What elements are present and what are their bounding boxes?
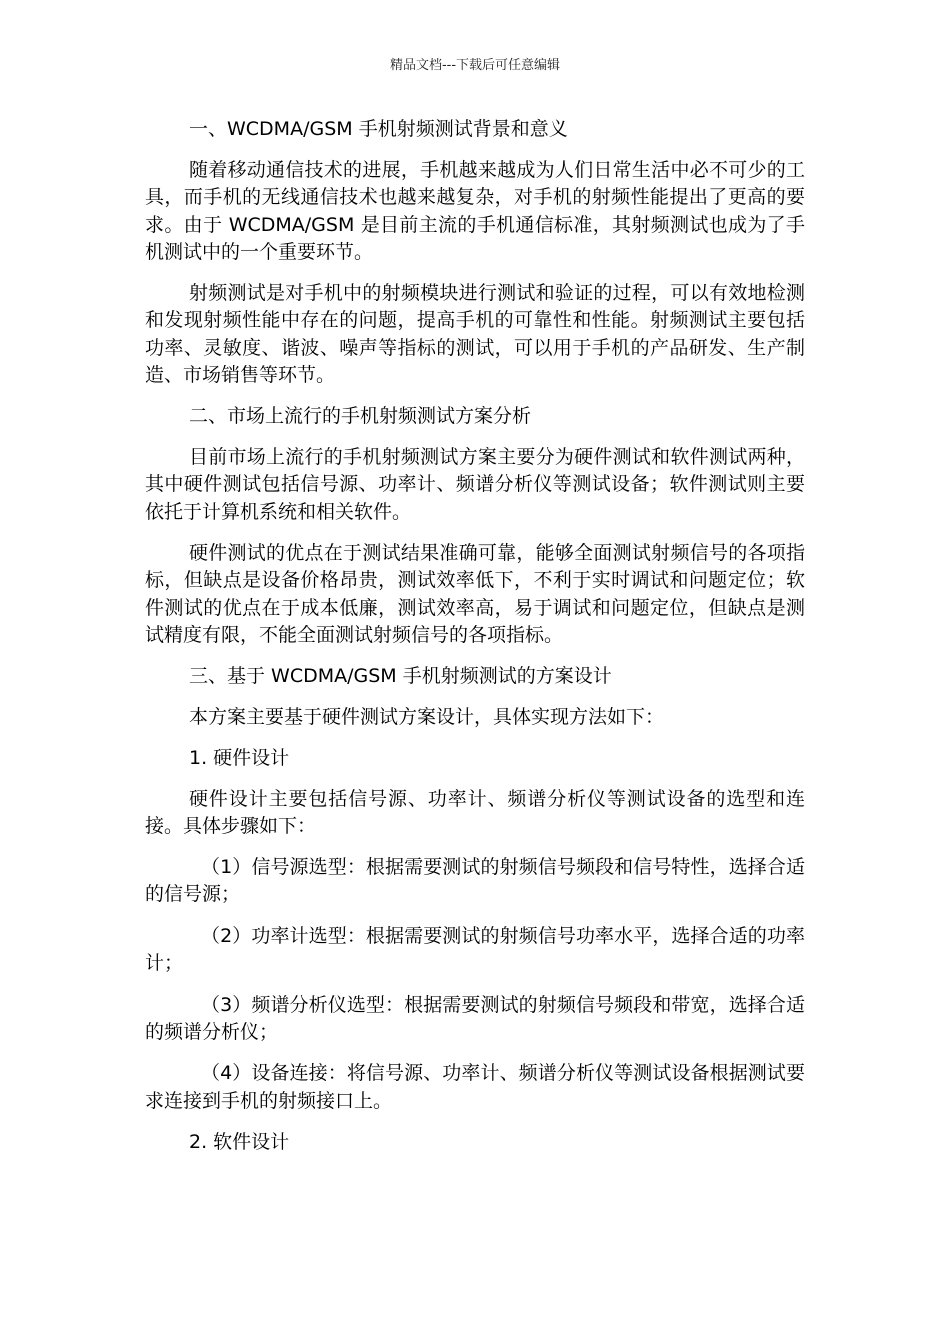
section-heading-3: 三、基于 WCDMA/GSM 手机射频测试的方案设计 (189, 664, 612, 687)
subsection-heading-hardware: 1. 硬件设计 (189, 746, 290, 769)
step-4: （4）设备连接：将信号源、功率计、频谱分析仪等测试设备根据测试要求连接到手机的射频接口上。 (145, 1062, 805, 1112)
step-1: （1）信号源选型：根据需要测试的射频信号频段和信号特性，选择合适的信号源； (145, 855, 805, 906)
paragraph-2: 射频测试是对手机中的射频模块进行测试和验证的过程，可以有效地检测和发现射频性能中存在的问题，提高手机的可靠性和性能。射频测试主要包括功率、灵敏度、谐波、噪声等指标的测试，可以用于手机的产品研发、生产制造、市场销售等环节。 (145, 282, 805, 387)
step-3: （3）频谱分析仪选型：根据需要测试的射频信号频段和带宽，选择合适的频谱分析仪； (145, 993, 805, 1043)
section-heading-1: 一、WCDMA/GSM 手机射频测试背景和意义 (189, 118, 568, 140)
paragraph-3: 目前市场上流行的手机射频测试方案主要分为硬件测试和软件测试两种，其中硬件测试包括信号源、功率计、频谱分析仪等测试设备；软件测试则主要依托于计算机系统和相关软件。 (145, 446, 805, 523)
step-2: （2）功率计选型：根据需要测试的射频信号功率水平，选择合适的功率计； (145, 924, 805, 975)
paragraph-1: 随着移动通信技术的进展，手机越来越成为人们日常生活中必不可少的工具，而手机的无线通信技术也越来越复杂，对手机的射频性能提出了更高的要求。由于 WCDMA/GSM 是目前主流的手机通信标准，其射频测试也成为了手机测试中的一个重要环节。 (145, 158, 805, 264)
section-heading-2: 二、市场上流行的手机射频测试方案分析 (189, 405, 532, 428)
paragraph-5: 本方案主要基于硬件测试方案设计，具体实现方法如下： (189, 705, 665, 728)
paragraph-4: 硬件测试的优点在于测试结果准确可靠，能够全面测试射频信号的各项指标，但缺点是设备价格昂贵，测试效率低下，不利于实时调试和问题定位；软件测试的优点在于成本低廉，测试效率高，易于调试和问题定位，但缺点是测试精度有限，不能全面测试射频信号的各项指标。 (145, 541, 805, 646)
subsection-heading-software: 2. 软件设计 (189, 1131, 290, 1154)
page-header: 精品文档---下载后可任意编辑 (389, 58, 561, 73)
document-body (145, 116, 805, 1170)
paragraph-6: 硬件设计主要包括信号源、功率计、频谱分析仪等测试设备的选型和连接。具体步骤如下： (145, 787, 805, 838)
